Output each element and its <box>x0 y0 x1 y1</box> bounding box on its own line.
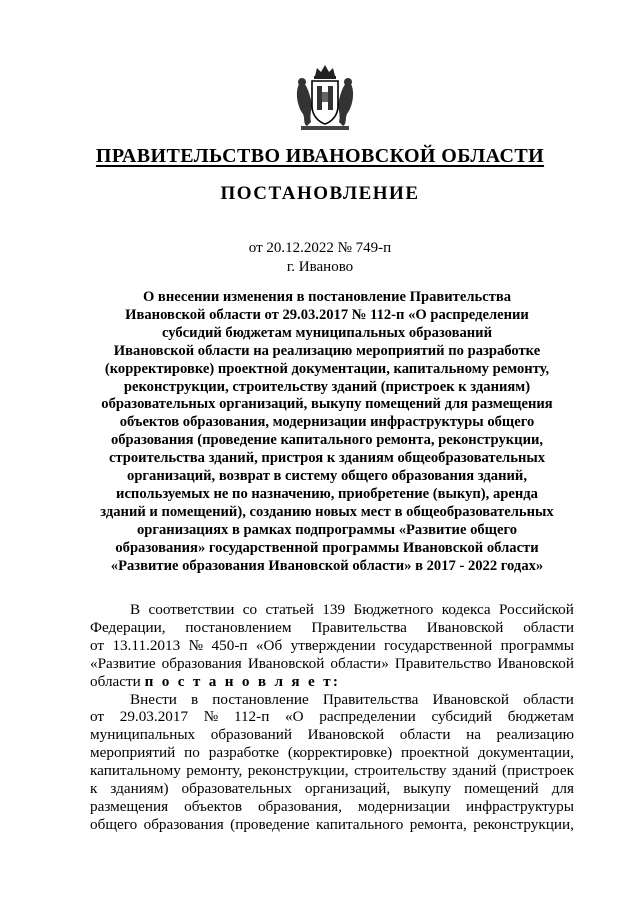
word: модернизации <box>357 797 451 815</box>
word: государственной <box>384 636 493 654</box>
body-line <box>90 637 574 655</box>
word: статьей <box>265 601 314 618</box>
decree-word: п о с т а н о в л я е т: <box>144 672 341 690</box>
word: области» <box>330 654 389 672</box>
word: образовательных <box>181 780 292 798</box>
word: капитальному <box>90 762 181 780</box>
word: размещения <box>90 797 169 815</box>
word: Ивановской <box>497 654 574 672</box>
title-line: субсидий бюджетам муниципальных образований <box>162 324 492 341</box>
word: образования <box>143 815 224 833</box>
word: области <box>523 690 574 708</box>
word: «Развитие <box>90 654 156 672</box>
word: соответствии <box>148 601 235 618</box>
word: реконструкции, <box>473 815 574 833</box>
word: общего <box>90 815 138 833</box>
word: утверждении <box>290 636 376 654</box>
word: Внести <box>130 690 177 708</box>
word: 13.11.2013 <box>112 636 181 654</box>
word: мероприятий <box>90 744 176 762</box>
word: Ивановской <box>432 690 510 708</box>
title-line: (корректировке) проектной документации, капитальному ремонту, <box>104 360 550 377</box>
word: Федерации, <box>90 618 166 636</box>
title-line: образовательных организаций, выкупу помещений для размещения <box>101 396 553 413</box>
word: (корректировке) <box>287 744 393 762</box>
word: Ивановской <box>426 618 504 636</box>
body-line <box>90 816 574 834</box>
word: распределении <box>319 708 416 726</box>
title-line: строительства зданий, пристроя к зданиям общеобразовательных <box>108 450 546 467</box>
title-line: организациях в рамках подпрограммы «Развитие общего <box>136 521 518 538</box>
word: зданий <box>451 762 497 780</box>
word: Российской <box>499 601 574 618</box>
resolution-title <box>88 289 566 576</box>
word: от <box>90 708 105 726</box>
word: со <box>242 601 258 618</box>
body-line-decree <box>90 673 574 691</box>
title-line: реконструкции, строительству зданий (пристроек к зданиям) <box>123 378 531 395</box>
word: образования, <box>257 797 342 815</box>
word: помещений <box>464 780 539 798</box>
word: Бюджетного <box>353 601 434 618</box>
word: постановление <box>212 690 309 708</box>
word: (пристроек <box>502 762 574 780</box>
word: области <box>523 618 574 636</box>
document-city: г. Иваново <box>286 259 354 275</box>
word: объектов <box>184 797 243 815</box>
word: 139 <box>322 601 346 618</box>
title-line: используемых не по назначению, приобретение (выкуп), аренда <box>116 485 538 502</box>
body-line <box>90 619 574 637</box>
body-line <box>90 655 574 673</box>
word: Правительство <box>394 654 492 672</box>
body-line <box>90 762 574 780</box>
body-line <box>90 708 574 726</box>
word: реализацию <box>496 726 574 744</box>
word: муниципальных <box>90 726 196 744</box>
word: реконструкции, <box>247 762 349 780</box>
word: Правительства <box>322 690 419 708</box>
word: зданиям) <box>110 780 169 798</box>
word: программы <box>500 636 574 654</box>
word: документации, <box>477 744 574 762</box>
word: В <box>130 601 141 618</box>
government-title: ПРАВИТЕЛЬСТВО ИВАНОВСКОЙ ОБЛАСТИ <box>95 145 545 167</box>
word: (проведение <box>230 815 310 833</box>
body-line <box>90 726 574 744</box>
title-line: «Развитие образования Ивановской области» в 2017 - 2022 годах» <box>110 557 544 574</box>
word: 450-п <box>211 636 248 654</box>
body-line <box>90 780 574 798</box>
title-line: Ивановской области на реализацию мероприятий по разработке <box>113 342 541 359</box>
word: № <box>203 708 219 726</box>
word: на <box>466 726 481 744</box>
word: выкупу <box>403 780 452 798</box>
word: субсидий <box>431 708 492 726</box>
word: разработке <box>208 744 279 762</box>
title-line: образования (проведение капитального ремонта, реконструкции, <box>110 432 544 449</box>
word: к <box>90 780 98 798</box>
word: ремонту, <box>186 762 243 780</box>
document-type: ПОСТАНОВЛЕНИЕ <box>220 183 420 204</box>
word: ремонта, <box>409 815 467 833</box>
word: Ивановской <box>307 726 385 744</box>
body-line <box>90 798 574 816</box>
word: «Об <box>255 636 283 654</box>
body-line <box>90 601 574 619</box>
word: «О <box>285 708 304 726</box>
title-line: объектов образования, модернизации инфраструктуры общего <box>119 414 535 431</box>
word: по <box>184 744 200 762</box>
ivanovo-coat-of-arms-icon <box>293 62 357 132</box>
word: от <box>90 636 105 654</box>
word: постановлением <box>185 618 292 636</box>
title-line: образования» государственной программы Ивановской области <box>115 539 539 556</box>
word: образования <box>161 654 242 672</box>
word: Правительства <box>311 618 407 636</box>
body-line <box>90 744 574 762</box>
title-line: О внесении изменения в постановление Правительства <box>142 289 512 305</box>
word: проектной <box>401 744 469 762</box>
word: капитального <box>316 815 404 833</box>
word: кодекса <box>441 601 491 618</box>
word: 112-п <box>233 708 270 726</box>
word: образований <box>210 726 292 744</box>
word: в <box>191 690 199 708</box>
title-line: организаций, возврат в систему общего образования зданий, <box>127 468 527 485</box>
title-line: зданий и помещений), созданию новых мест в общеобразовательных <box>100 503 554 520</box>
resolution-body <box>90 601 574 834</box>
word: № <box>188 636 204 654</box>
word: Ивановской <box>247 654 325 672</box>
word: инфраструктуры <box>465 797 574 815</box>
decree-prefix: области <box>90 672 145 690</box>
word: организаций, <box>304 780 391 798</box>
word: бюджетам <box>507 708 574 726</box>
document-date-number: от 20.12.2022 № 749-п <box>248 240 392 256</box>
body-line <box>90 691 574 709</box>
word: для <box>551 780 574 798</box>
word: 29.03.2017 <box>119 708 189 726</box>
word: строительству <box>354 762 447 780</box>
title-line: Ивановской области от 29.03.2017 № 112-п «О распределении <box>125 306 529 323</box>
word: области <box>399 726 451 744</box>
